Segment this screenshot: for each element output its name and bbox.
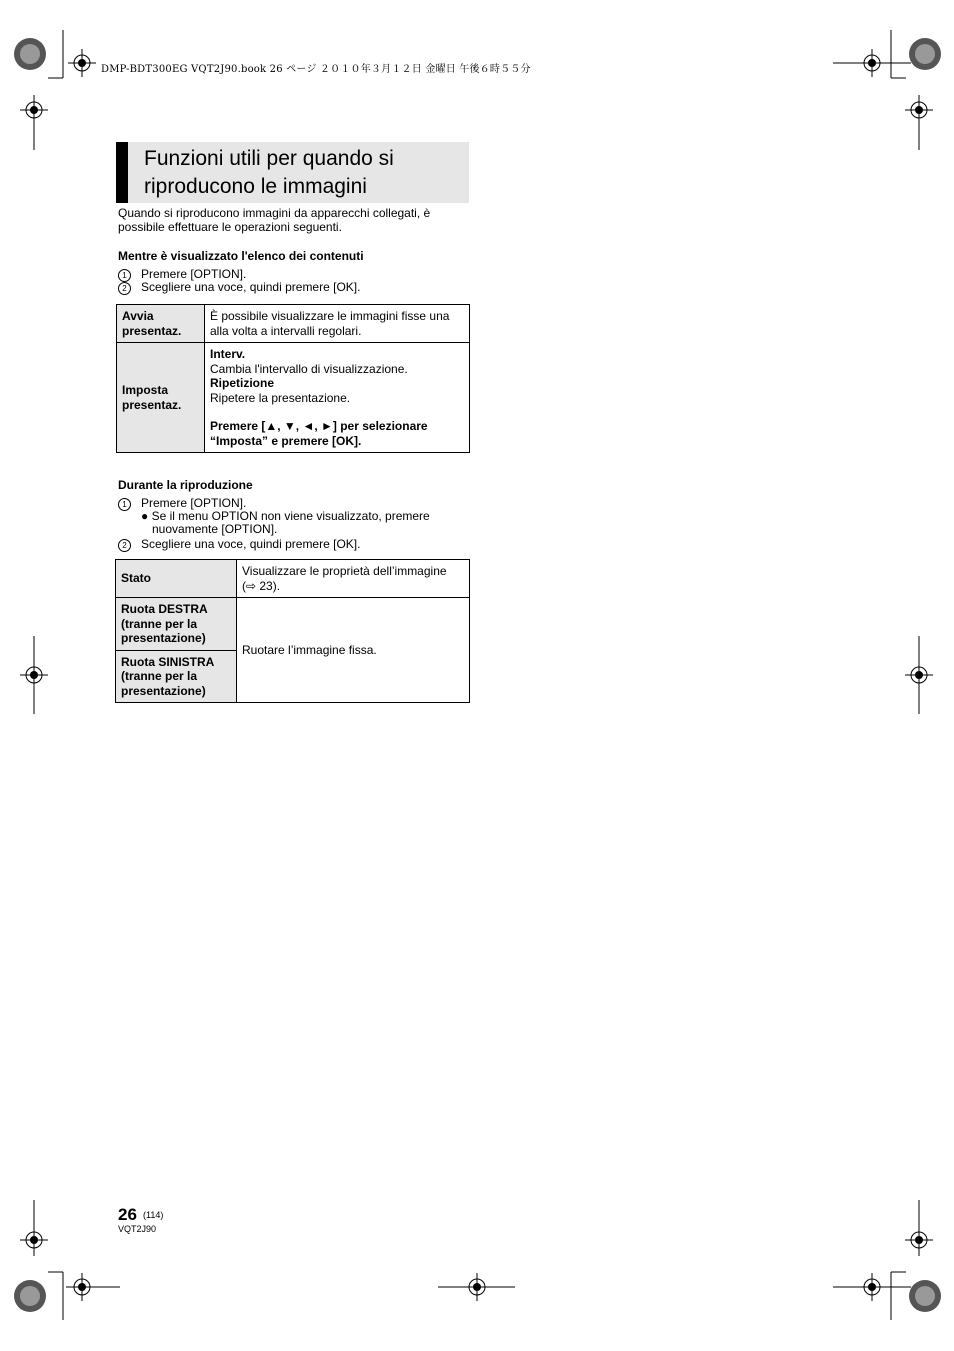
file-header: DMP-BDT300EG VQT2J90.book 26 ページ ２０１０年３月１２日 金曜日 午後６時５５分 (101, 64, 531, 75)
note-line: “Imposta” e premere [OK]. (210, 433, 362, 448)
options-table-list (116, 304, 470, 453)
value-line: Visualizzare le proprietà dell’immagine (242, 564, 447, 578)
title-accent-bar (116, 142, 128, 203)
table-row (116, 598, 470, 651)
bullet-line: Se il menu OPTION non viene visualizzato, premere (151, 509, 430, 523)
key-line: Imposta (122, 383, 169, 397)
intro-paragraph (118, 206, 470, 234)
value-line: (⇨ 23). (242, 578, 281, 593)
page-sub-number: (114) (143, 1210, 164, 1220)
step-number-icon: 2 (118, 282, 131, 295)
value-line: alla volta a intervalli regolari. (210, 323, 362, 338)
note-line: Premere [▲, ▼, ◄, ►] per selezionare (210, 419, 428, 433)
step-text: Premere [OPTION]. (141, 267, 247, 281)
page-number: 26 (118, 1205, 137, 1224)
table-row (117, 343, 470, 453)
part2-heading: Durante la riproduzione (118, 478, 253, 492)
interv-text: Cambia l'intervallo di visualizzazione. (210, 361, 408, 376)
part2-bullet (141, 510, 430, 536)
step-text: Scegliere una voce, quindi premere [OK]. (141, 280, 361, 294)
option-key (116, 598, 237, 651)
step-number-icon: 2 (118, 539, 131, 552)
option-value (205, 343, 470, 453)
step-text: Scegliere una voce, quindi premere [OK]. (141, 537, 361, 551)
key-line: Avvia (122, 309, 154, 323)
title-line-1: Funzioni utili per quando si (144, 147, 394, 170)
option-key (117, 343, 205, 453)
option-key (117, 305, 205, 343)
key-line: Ruota SINISTRA (121, 654, 215, 669)
key-line: presentazione) (121, 631, 206, 645)
part1-heading: Mentre è visualizzato l'elenco dei contenuti (118, 249, 364, 263)
rip-label: Ripetizione (210, 376, 275, 390)
interv-label: Interv. (210, 347, 246, 361)
table-row (117, 305, 470, 343)
key-line: presentazione) (121, 683, 206, 698)
step-number-icon: 1 (118, 498, 131, 511)
value-line: È possibile visualizzare le immagini fisse una (210, 309, 450, 323)
section-title (144, 145, 464, 201)
title-line-2: riproducono le immagini (144, 175, 367, 198)
intro-line-2: possibile effettuare le operazioni seguenti. (118, 220, 342, 234)
key-line: presentaz. (122, 397, 182, 412)
option-value: Ruotare l’immagine fissa. (237, 598, 470, 703)
option-value (205, 305, 470, 343)
bullet-icon: ● (141, 509, 149, 523)
model-code: VQT2J90 (118, 1224, 157, 1234)
key-line: (tranne per la (121, 669, 198, 683)
step-number-icon: 1 (118, 269, 131, 282)
option-value (237, 560, 470, 598)
option-key (116, 650, 237, 703)
option-key: Stato (116, 560, 237, 598)
intro-line-1: Quando si riproducono immagini da apparecchi collegati, è (118, 206, 431, 220)
key-line: presentaz. (122, 323, 182, 338)
part1-step-2 (118, 280, 360, 295)
key-line: Ruota DESTRA (121, 602, 208, 616)
bullet-line: nuovamente [OPTION]. (152, 522, 278, 536)
options-table-playback (115, 559, 470, 703)
key-line: (tranne per la (121, 616, 198, 631)
section-title-block (116, 142, 469, 203)
rip-text: Ripetere la presentazione. (210, 390, 351, 405)
part2-step-2 (118, 537, 360, 552)
step-text: Premere [OPTION]. (141, 496, 247, 510)
table-row (116, 560, 470, 598)
